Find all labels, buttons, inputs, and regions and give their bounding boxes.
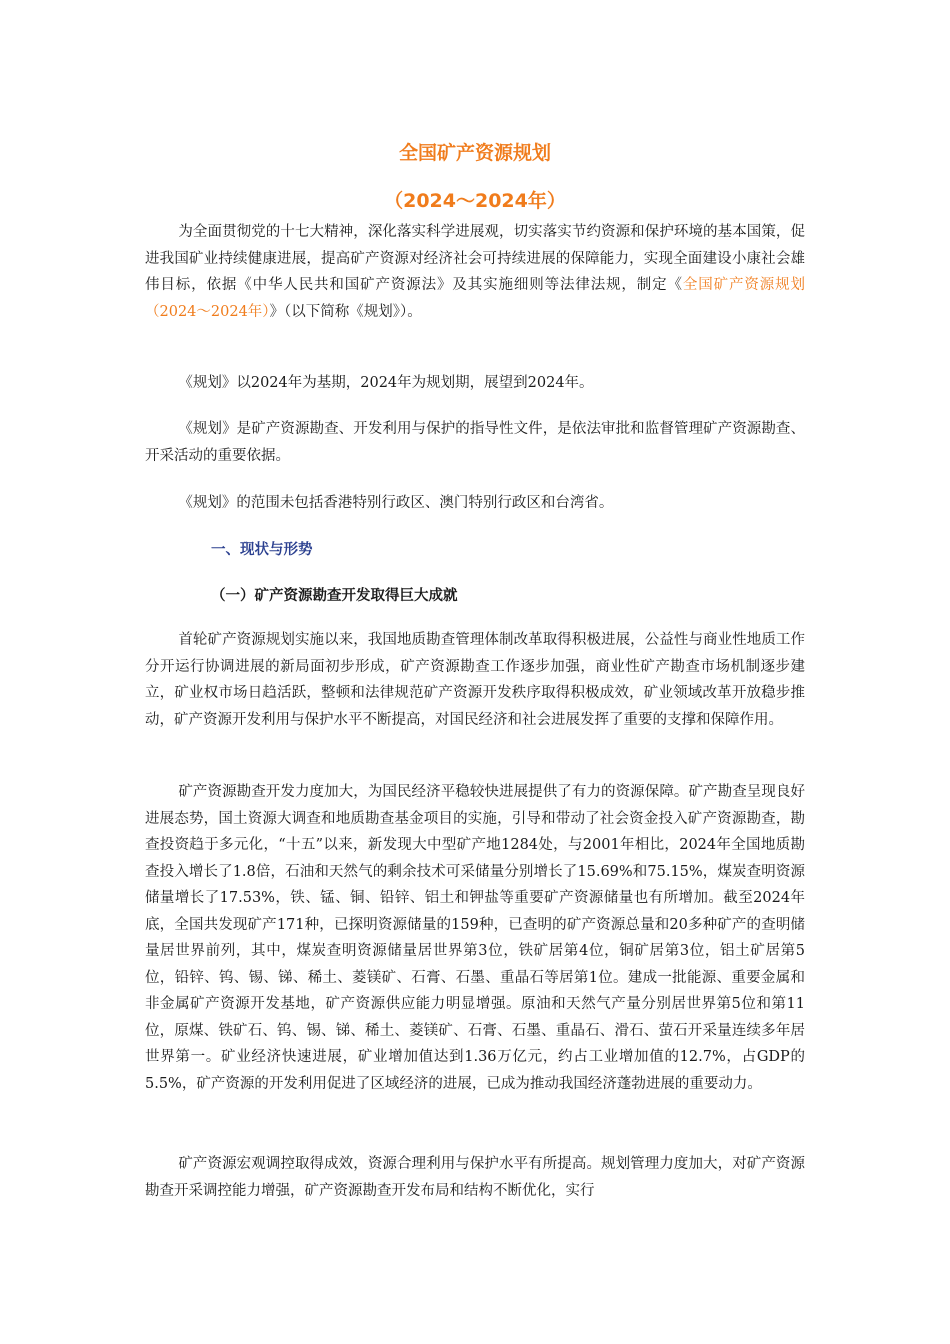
intro-text-start: 为全面贯彻党的十七大精神，深化落实科学进展观，切实落实节约资源和保护环境的基本国策，促进我国矿业持续健康进展，提高矿产资源对经济社会可持续进展的保障能力，实现全面建设小康社会雄伟目标，依据《中华人民共和国矿产资源法》及其实施细则等法律法规，制定《 bbox=[145, 224, 805, 293]
document-title: 全国矿产资源规划 bbox=[398, 142, 551, 164]
exploration-paragraph: 矿产资源勘查开发力度加大，为国民经济平稳较快进展提供了有力的资源保障。矿产勘查呈现良好进展态势，国土资源大调查和地质勘查基金项目的实施，引导和带动了社会资金投入矿产资源勘查，勘查投资趋于多元化，“十五”以来，新发现大中型矿产地1284处，与2001年相比，2024年全国地质勘查投入增长了1.8倍，石油和天然气的剩余技术可采储量分别增长了15.69%和75.15%，煤炭查明资源储量增长了17.53%，铁、锰、铜、铅锌、铝土和钾盐等重要矿产资源储量也有所增加。截至2024年底，全国共发现矿产171种，已探明资源储量的159种，已查明的矿产资源总量和20多种矿产的查明储量居世界前列，其中，煤炭查明资源储量居世界第3位，铁矿居第4位，铜矿居第3位，铝土矿居第5位，铅锌、钨、锡、锑、稀土、菱镁矿、石膏、石墨、重晶石等居第1位。建成一批能源、重要金属和非金属矿产资源开发基地，矿产资源供应能力明显增强。原油和天然气产量分别居世界第5位和第11位，原煤、铁矿石、钨、锡、锑、稀土、菱镁矿、石膏、石墨、重晶石、滑石、萤石开采量连续多年居世界第一。矿业经济快速进展，矿业增加值达到1.36万亿元，约占工业增加值的12.7%，占GDP的5.5%，矿产资源的开发利用促进了区域经济的进展，已成为推动我国经济蓬勃进展的重要动力。 bbox=[145, 784, 805, 1092]
achievements-paragraph: 首轮矿产资源规划实施以来，我国地质勘查管理体制改革取得积极进展，公益性与商业性地质工作分开运行协调进展的新局面初步形成，矿产资源勘查工作逐步加强，商业性矿产勘查市场机制逐步建立，矿业权市场日趋活跃，整顿和法律规范矿产资源开发秩序取得积极成效，矿业领域改革开放稳步推动，矿产资源开发利用与保护水平不断提高，对国民经济和社会进展发挥了重要的支撑和保障作用。 bbox=[145, 632, 805, 728]
intro-text-end: 》（以下简称《规划》）。 bbox=[269, 303, 422, 320]
scope-paragraph: 《规划》的范围未包括香港特别行政区、澳门特别行政区和台湾省。 bbox=[178, 495, 614, 511]
subsection-heading: （一）矿产资源勘查开发取得巨大成就 bbox=[211, 588, 458, 604]
document-subtitle: （2024～2024年） bbox=[384, 190, 566, 212]
macro-control-paragraph: 矿产资源宏观调控取得成效，资源合理利用与保护水平有所提高。规划管理力度加大，对矿产资源勘查开采调控能力增强，矿产资源勘查开发布局和结构不断优化，实行 bbox=[145, 1156, 805, 1199]
intro-paragraph bbox=[145, 219, 805, 325]
base-period-paragraph: 《规划》以2024年为基期，2024年为规划期，展望到2024年。 bbox=[178, 375, 594, 391]
plan-title-link[interactable]: 全国矿产资源规划（2024～2024年） bbox=[145, 277, 806, 320]
section-heading: 一、现状与形势 bbox=[211, 542, 313, 558]
purpose-paragraph: 《规划》是矿产资源勘查、开发利用与保护的指导性文件，是依法审批和监督管理矿产资源勘查、开采活动的重要依据。 bbox=[145, 421, 805, 464]
